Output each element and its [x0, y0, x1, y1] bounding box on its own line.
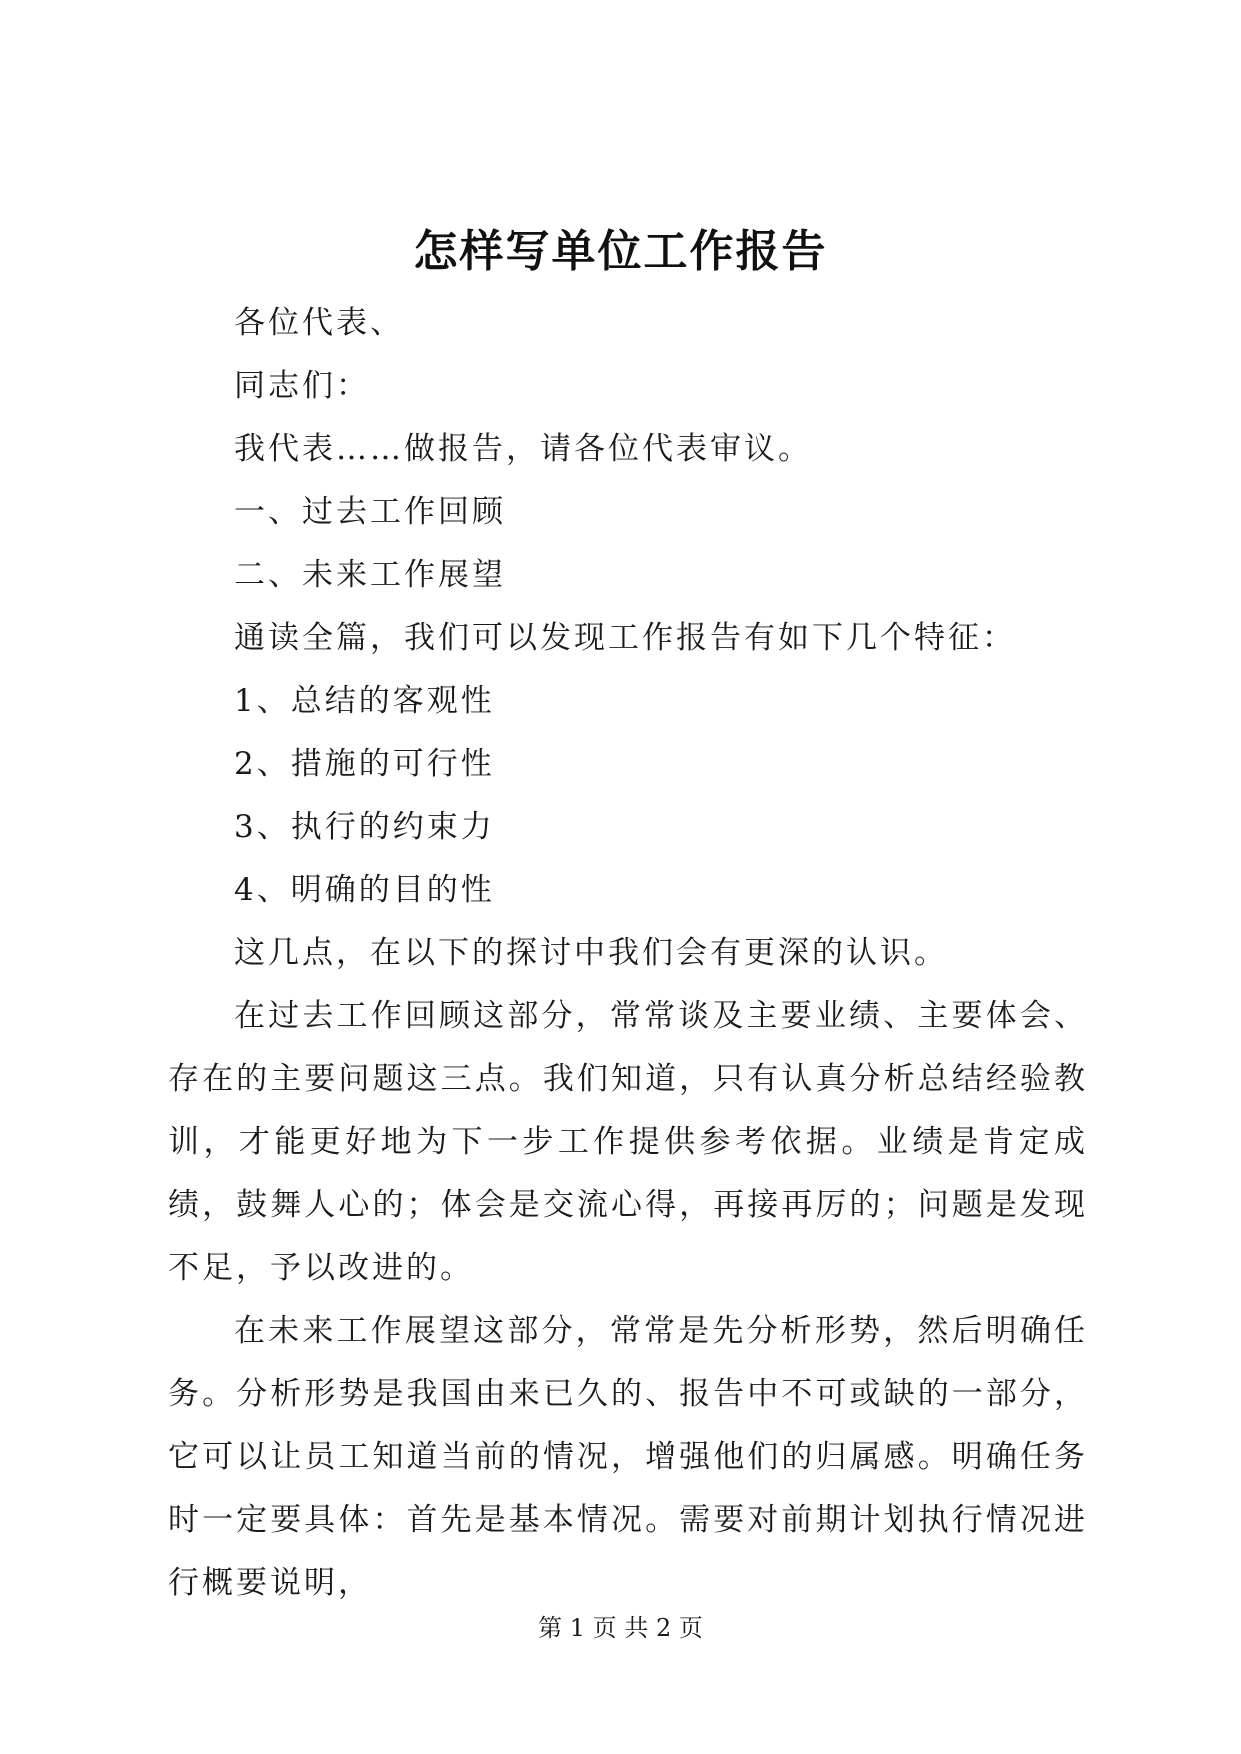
list-item: 2、措施的可行性: [234, 746, 495, 782]
page-footer: 第 1 页 共 2 页: [538, 1614, 703, 1642]
list-item: 4、明确的目的性: [234, 872, 495, 908]
section-heading: 二、未来工作展望: [234, 557, 506, 593]
salutation-line: 同志们：: [234, 368, 370, 404]
body-line: 通读全篇，我们可以发现工作报告有如下几个特征：: [234, 620, 1016, 656]
document-body: [168, 292, 1088, 1615]
document-title: 怎样写单位工作报告: [413, 226, 828, 277]
salutation-line: 各位代表、: [234, 305, 404, 341]
body-line: 我代表……做报告，请各位代表审议。: [234, 431, 812, 467]
body-paragraph: 在过去工作回顾这部分，常常谈及主要业绩、主要体会、存在的主要问题这三点。我们知道，只有认真分析总结经验教训，才能更好地为下一步工作提供参考依据。业绩是肯定成绩，鼓舞人心的；体会是交流心得，再接再厉的；问题是发现不足，予以改进的。: [168, 998, 1088, 1286]
body-line: 这几点，在以下的探讨中我们会有更深的认识。: [234, 935, 948, 971]
body-paragraph: 在未来工作展望这部分，常常是先分析形势，然后明确任务。分析形势是我国由来已久的、报告中不可或缺的一部分，它可以让员工知道当前的情况，增强他们的归属感。明确任务时一定要具体：首先是基本情况。需要对前期计划执行情况进行概要说明，: [168, 1313, 1088, 1601]
list-item: 1、总结的客观性: [234, 683, 495, 719]
section-heading: 一、过去工作回顾: [234, 494, 506, 530]
list-item: 3、执行的约束力: [234, 809, 495, 845]
